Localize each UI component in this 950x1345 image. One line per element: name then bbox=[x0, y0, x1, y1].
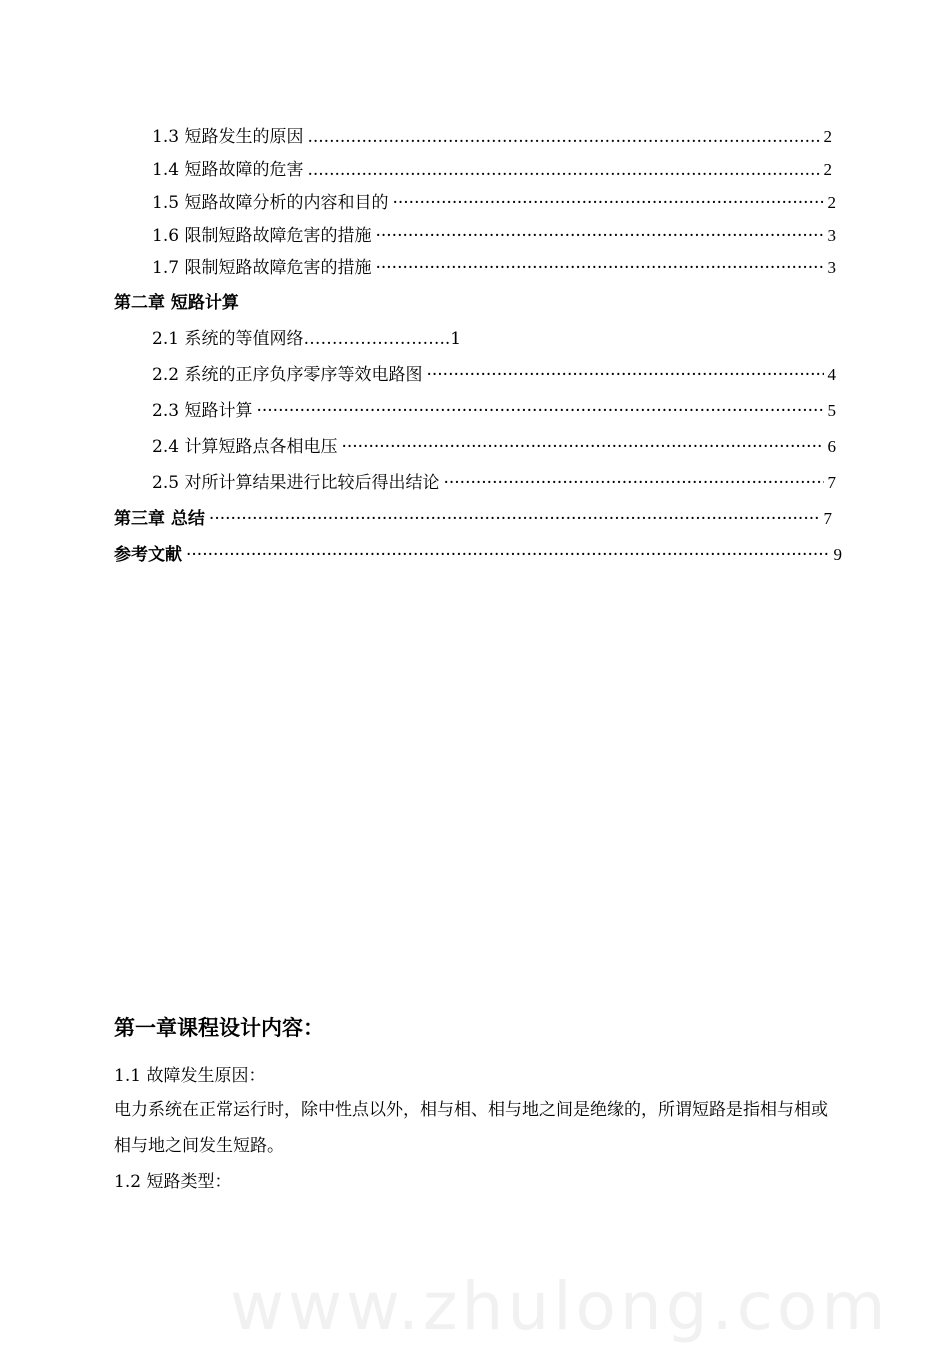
toc-leader-dots bbox=[256, 398, 823, 424]
toc-entry-1-4[interactable] bbox=[152, 157, 832, 183]
toc-references-label: 参考文献 bbox=[114, 545, 182, 565]
toc-entry-2-4[interactable] bbox=[152, 434, 836, 460]
toc-leader-dots bbox=[307, 157, 819, 183]
toc-entry-2-2[interactable] bbox=[152, 362, 836, 388]
toc-page-number: 9 bbox=[833, 545, 842, 564]
toc-chapter-label: 第三章 总结 bbox=[114, 509, 205, 529]
toc-chapter-2[interactable] bbox=[114, 290, 414, 316]
toc-entry-1-6[interactable] bbox=[152, 223, 836, 249]
toc-leader-dots bbox=[341, 434, 823, 460]
toc-leader-dots bbox=[392, 190, 823, 216]
toc-page-number: 2 bbox=[823, 127, 832, 146]
chapter-1-heading: 第一章课程设计内容： bbox=[114, 1016, 324, 1040]
toc-page-number: 7 bbox=[827, 473, 836, 492]
toc-page-number: 4 bbox=[827, 365, 836, 384]
toc-entry-2-5[interactable] bbox=[152, 470, 836, 496]
toc-chapter-3[interactable] bbox=[114, 506, 832, 532]
toc-page-number: 5 bbox=[827, 401, 836, 420]
toc-chapter-label: 第二章 短路计算 bbox=[114, 293, 239, 313]
toc-page-number: 2 bbox=[827, 193, 836, 212]
toc-entry-label: 1.6 限制短路故障危害的措施 bbox=[152, 226, 372, 246]
section-1-1-paragraph: 电力系统在正常运行时，除中性点以外，相与相、相与地之间是绝缘的，所谓短路是指相与相或相与地之间发生短路。 bbox=[114, 1100, 828, 1156]
watermark-text: www.zhulong.com bbox=[230, 1268, 890, 1345]
toc-entry-1-3[interactable] bbox=[152, 124, 832, 150]
toc-entry-label: 1.7 限制短路故障危害的措施 bbox=[152, 258, 372, 278]
toc-entry-1-5[interactable] bbox=[152, 190, 836, 216]
toc-leader-dots bbox=[375, 223, 823, 249]
toc-entry-label: 1.3 短路发生的原因 bbox=[152, 127, 304, 147]
toc-leader-dots bbox=[426, 362, 823, 388]
toc-entry-label: 2.3 短路计算 bbox=[152, 401, 253, 421]
section-1-2-title: 1.2 短路类型： bbox=[114, 1172, 232, 1192]
toc-entry-label: 1.5 短路故障分析的内容和目的 bbox=[152, 193, 389, 213]
toc-entry-label: 2.2 系统的正序负序零序等效电路图 bbox=[152, 365, 423, 385]
toc-page-number: 7 bbox=[823, 509, 832, 528]
toc-entry-1-7[interactable] bbox=[152, 255, 836, 281]
toc-page-number: 3 bbox=[827, 226, 836, 245]
toc-entry-2-1[interactable] bbox=[152, 326, 552, 352]
toc-entry-label: 2.1 系统的等值网络……………………..1 bbox=[152, 329, 462, 349]
toc-entry-label: 2.5 对所计算结果进行比较后得出结论 bbox=[152, 473, 440, 493]
toc-leader-dots bbox=[209, 506, 820, 532]
toc-leader-dots bbox=[307, 124, 819, 150]
toc-page-number: 6 bbox=[827, 437, 836, 456]
toc-leader-dots bbox=[186, 542, 830, 568]
toc-page-number: 3 bbox=[827, 258, 836, 277]
toc-references[interactable] bbox=[114, 542, 842, 568]
toc-page-number: 2 bbox=[823, 160, 832, 179]
toc-leader-dots bbox=[375, 255, 823, 281]
toc-entry-2-3[interactable] bbox=[152, 398, 836, 424]
section-1-1-title: 1.1 故障发生原因： bbox=[114, 1066, 266, 1086]
toc-entry-label: 1.4 短路故障的危害 bbox=[152, 160, 304, 180]
toc-leader-dots bbox=[443, 470, 823, 496]
toc-entry-label: 2.4 计算短路点各相电压 bbox=[152, 437, 338, 457]
